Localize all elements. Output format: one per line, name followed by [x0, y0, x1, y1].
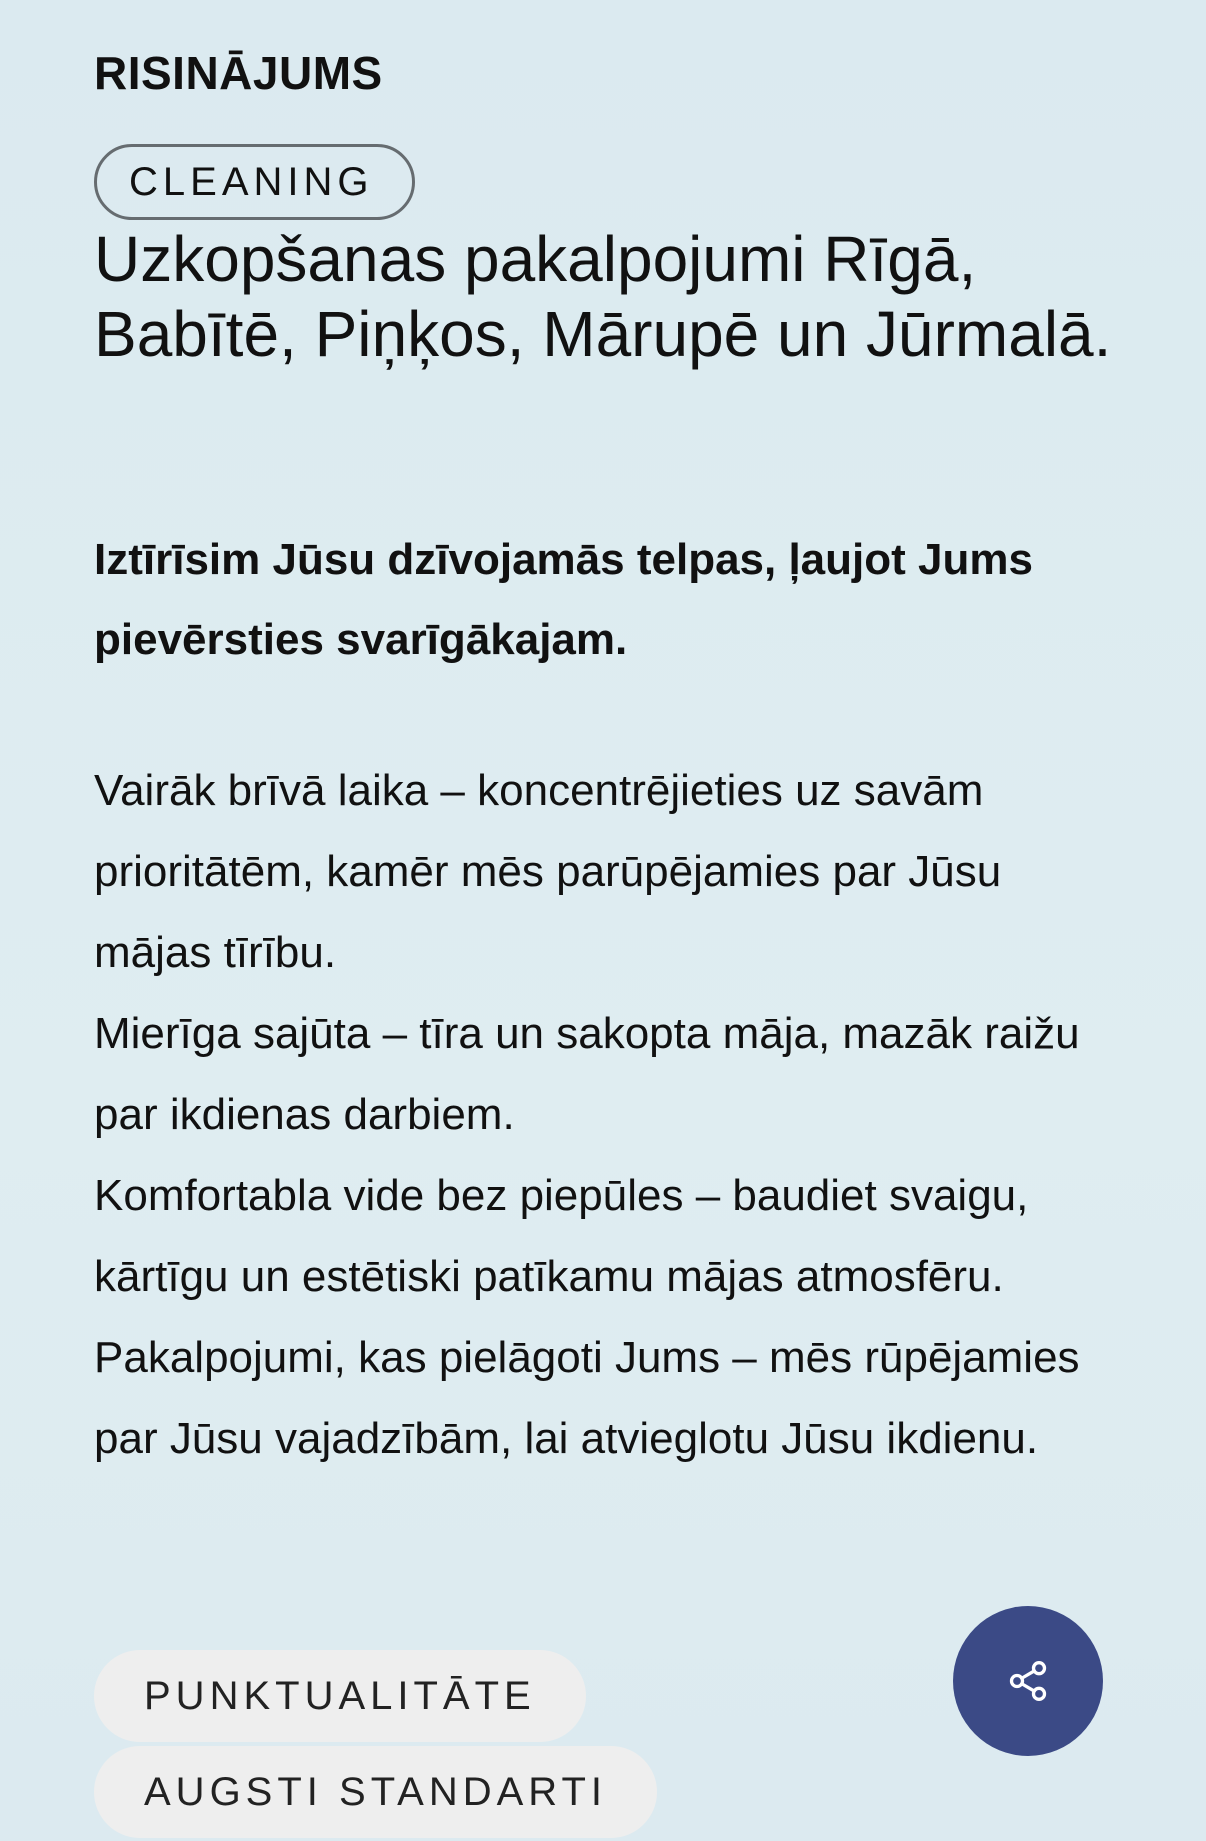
lead-paragraph: Iztīrīsim Jūsu dzīvojamās telpas, ļaujot Jums pievērsties svarīgākajam. — [94, 535, 1033, 664]
body-paragraph: Komfortabla vide bez piepūles – baudiet svaigu, kārtīgu un estētiski patīkamu mājas atmosfēru. — [94, 1171, 1029, 1301]
tag-punktualitate[interactable]: PUNKTUALITĀTE — [94, 1650, 586, 1742]
category-tag[interactable]: CLEANING — [94, 144, 415, 220]
page-title: Uzkopšanas pakalpojumi Rīgā, Babītē, Piņķos, Mārupē un Jūrmalā. — [94, 223, 1112, 370]
body-text — [94, 750, 1124, 1479]
body-paragraph: Pakalpojumi, kas pielāgoti Jums – mēs rūpējamies par Jūsu vajadzībām, lai atvieglotu Jūsu ikdienu. — [94, 1333, 1080, 1463]
body-paragraph: Mierīga sajūta – tīra un sakopta māja, mazāk raižu par ikdienas darbiem. — [94, 1009, 1080, 1139]
share-icon — [1006, 1659, 1050, 1703]
share-button[interactable] — [953, 1606, 1103, 1756]
section-label: RISINĀJUMS — [94, 47, 383, 99]
tag-augsti-standarti[interactable]: AUGSTI STANDARTI — [94, 1746, 657, 1838]
body-paragraph: Vairāk brīvā laika – koncentrējieties uz savām prioritātēm, kamēr mēs parūpējamies par Jūsu mājas tīrību. — [94, 766, 1002, 977]
